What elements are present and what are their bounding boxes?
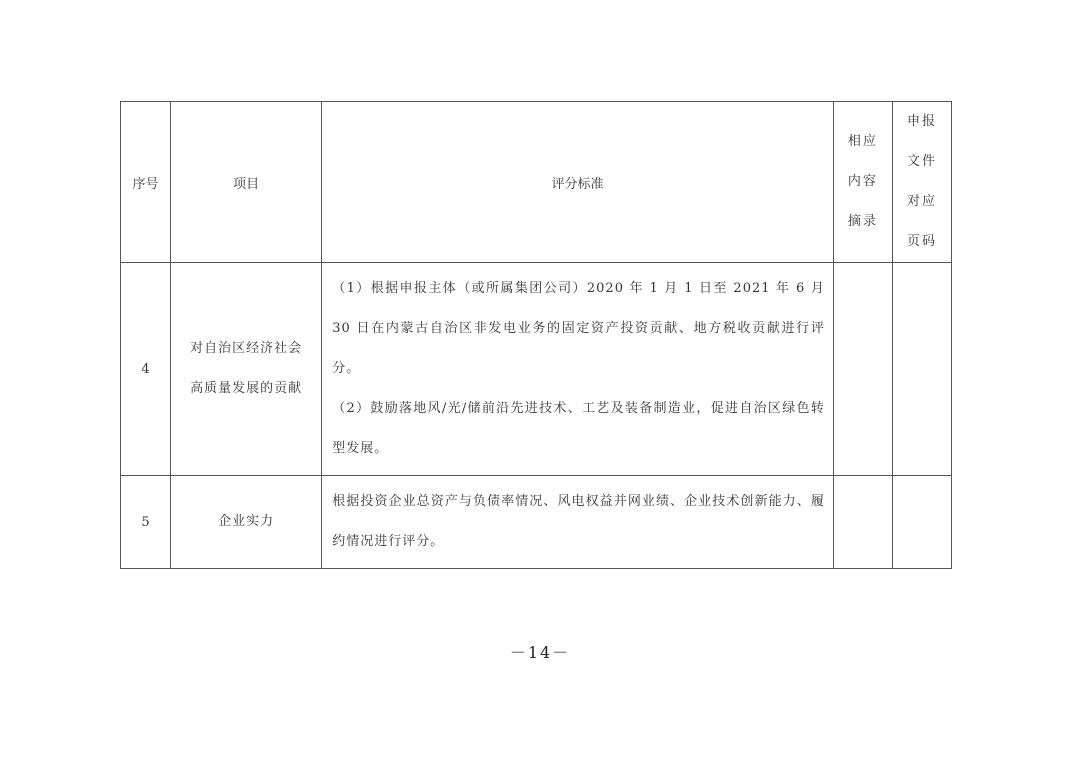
row-page-ref-cell xyxy=(892,476,951,569)
table-row xyxy=(121,263,952,476)
header-page-ref xyxy=(892,102,951,263)
header-item: 项目 xyxy=(171,102,322,263)
row-item-line: 企业实力 xyxy=(218,514,275,529)
row-item-line: 对自治区经济社会 xyxy=(190,341,303,356)
row-item xyxy=(171,476,322,569)
table-row xyxy=(121,476,952,569)
header-page-line: 申报 xyxy=(906,114,937,129)
header-page-line: 对应 xyxy=(906,194,937,209)
header-page-line: 页码 xyxy=(906,234,937,249)
criteria-paragraph: （2）鼓励落地风/光/储前沿先进技术、工艺及装备制造业，促进自治区绿色转型发展。 xyxy=(332,401,825,456)
header-summary-line: 摘录 xyxy=(847,214,878,229)
header-page-line: 文件 xyxy=(906,154,937,169)
page-number: －14－ xyxy=(509,643,571,662)
row-page-ref-cell xyxy=(892,263,951,476)
row-item xyxy=(171,263,322,476)
row-item-line: 高质量发展的贡献 xyxy=(190,381,303,396)
header-summary xyxy=(833,102,892,263)
row-criteria xyxy=(322,263,834,476)
criteria-paragraph: （1）根据申报主体（或所属集团公司）2020 年 1 月 1 日至 2021 年 6 月 30 日在内蒙古自治区非发电业务的固定资产投资贡献、地方税收贡献进行评分。 xyxy=(332,281,825,376)
row-criteria xyxy=(322,476,834,569)
row-seq: 4 xyxy=(121,263,171,476)
header-criteria: 评分标准 xyxy=(322,102,834,263)
header-summary-line: 内容 xyxy=(847,174,878,189)
scoring-table xyxy=(120,101,952,569)
header-seq: 序号 xyxy=(121,102,171,263)
criteria-paragraph: 根据投资企业总资产与负债率情况、风电权益并网业绩、企业技术创新能力、履约情况进行评分。 xyxy=(332,494,825,549)
row-summary-cell xyxy=(833,476,892,569)
row-summary-cell xyxy=(833,263,892,476)
header-summary-line: 相应 xyxy=(847,134,878,149)
row-seq: 5 xyxy=(121,476,171,569)
table-header-row xyxy=(121,102,952,263)
